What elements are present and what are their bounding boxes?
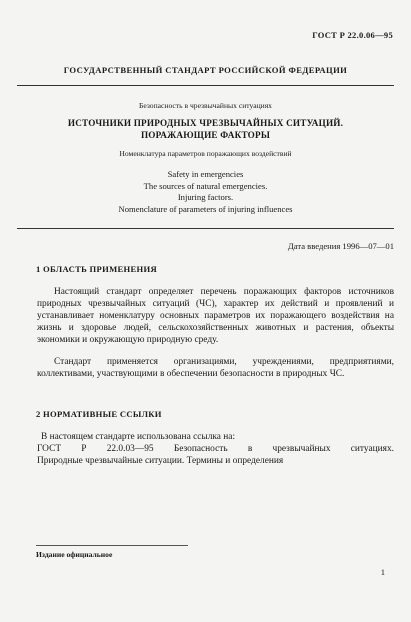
series-title: Безопасность в чрезвычайных ситуациях	[139, 101, 272, 110]
state-standard-title: ГОСУДАРСТВЕННЫЙ СТАНДАРТ РОССИЙСКОЙ ФЕДЕРАЦИИ	[63, 65, 348, 75]
english-title-line-4: Nomenclature of parameters of injuring influences	[118, 203, 293, 214]
english-title-line-1: Safety in emergencies	[167, 169, 244, 179]
page-number: 1	[380, 567, 385, 577]
footer-divider	[36, 545, 188, 546]
english-title-line-2: The sources of natural emergencies.	[143, 180, 268, 191]
section-1-paragraph-2: Стандарт применяется организациями, учреждениями, предприятиями, коллективами, участвующими в обеспечении безопасности в природных ЧС.	[37, 357, 394, 379]
official-edition-note: Издание официальное	[36, 550, 113, 559]
title-line-1: ИСТОЧНИКИ ПРИРОДНЫХ ЧРЕЗВЫЧАЙНЫХ СИТУАЦИЙ.	[67, 118, 344, 128]
date-of-introduction: Дата введения 1996—07—01	[287, 241, 394, 251]
title-line-2: ПОРАЖАЮЩИЕ ФАКТОРЫ	[140, 130, 271, 140]
section-2-heading: 2 НОРМАТИВНЫЕ ССЫЛКИ	[36, 409, 162, 419]
section-2-line-1: В настоящем стандарте использована ссылка на:	[41, 432, 236, 442]
standard-code: ГОСТ Р 22.0.06—95	[312, 30, 393, 40]
top-divider	[17, 85, 394, 86]
middle-divider	[17, 228, 394, 229]
section-1-heading: 1 ОБЛАСТЬ ПРИМЕНЕНИЯ	[36, 264, 157, 274]
document-title	[0, 117, 411, 141]
section-2-line-3: Природные чрезвычайные ситуации. Термины и определения	[37, 455, 284, 466]
english-title-line-3: Injuring factors.	[177, 192, 234, 202]
section-1-paragraph-1: Настоящий стандарт определяет перечень поражающих факторов источников природных чрезвычайных ситуаций (ЧС), характер их действий и проявлений и устанавливает номенклатуру основных параметров их поражающего воздействия на жизнь и здоровье людей, сельскохозяйственных животных и растения, объекты экономики и окружающую природную среду.	[37, 287, 394, 345]
section-2-paragraph	[37, 432, 394, 468]
english-title	[0, 169, 411, 215]
section-2-line-2: ГОСТ Р 22.0.03—95 Безопасность в чрезвычайных ситуациях.	[37, 443, 394, 454]
document-subtitle: Номенклатура параметров поражающих воздействий	[119, 149, 292, 158]
